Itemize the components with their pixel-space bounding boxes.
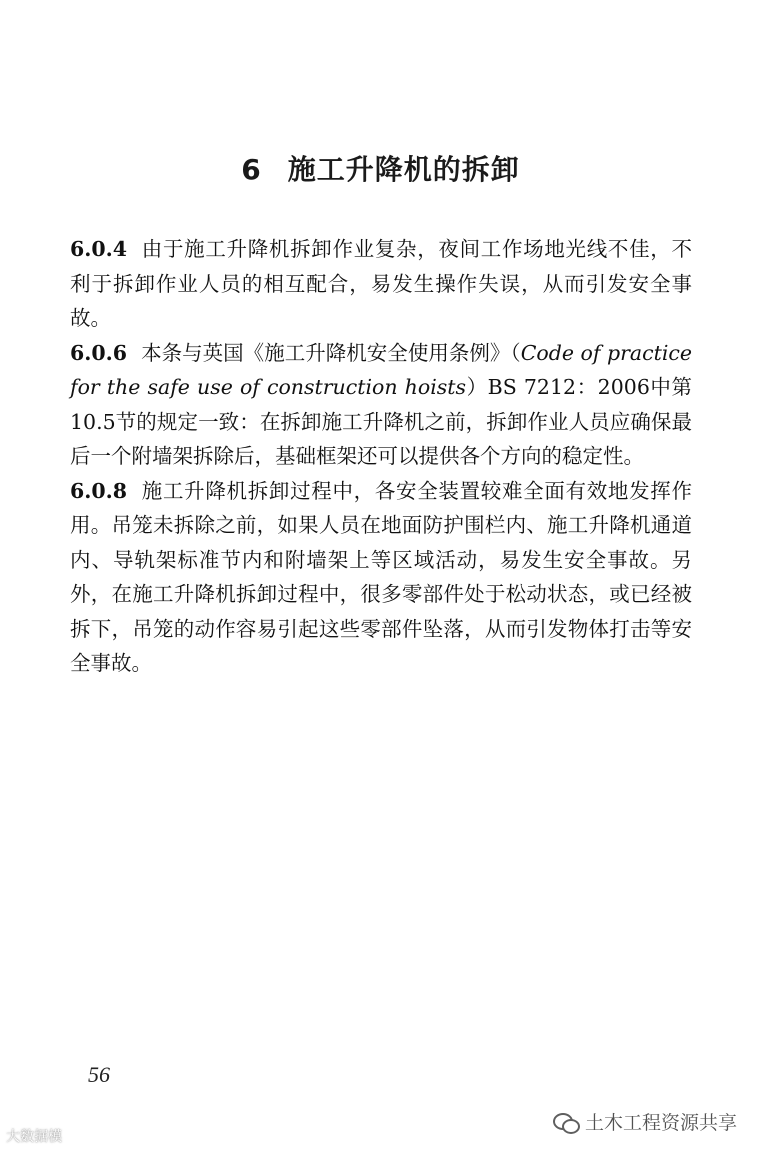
clause-text-italic-title: Code of practice for the safe use of construction hoists bbox=[70, 340, 693, 399]
clause-6-0-4 bbox=[70, 232, 692, 336]
clause-text: 由于施工升降机拆卸作业复杂，夜间工作场地光线不佳，不利于拆卸作业人员的相互配合，易发生操作失误，从而引发安全事故。 bbox=[70, 237, 692, 330]
clause-number: 6.0.6 bbox=[70, 340, 128, 365]
clause-6-0-8 bbox=[70, 474, 692, 681]
clause-text: 本条与英国《施工升降机安全使用条例》（ bbox=[141, 340, 521, 365]
watermark-right-text: 土木工程资源共享 bbox=[584, 1112, 737, 1134]
clause-number: 6.0.8 bbox=[70, 478, 128, 503]
watermark-right bbox=[553, 1108, 737, 1135]
watermark-left: 大数据模 bbox=[6, 1129, 62, 1145]
clause-text: ）BS 7212：2006中第10.5节的规定一致：在拆卸施工升降机之前，拆卸作业人员应确保最后一个附墙架拆除后，基础框架还可以提供各个方向的稳定性。 bbox=[70, 375, 692, 468]
chapter-title-text: 施工升降机的拆卸 bbox=[287, 153, 520, 186]
page-number: 56 bbox=[88, 1062, 110, 1087]
clause-6-0-6 bbox=[70, 336, 692, 474]
wechat-icon bbox=[553, 1111, 579, 1133]
clause-number: 6.0.4 bbox=[70, 237, 128, 261]
chapter-number: 6 bbox=[241, 153, 262, 186]
body-text bbox=[70, 232, 692, 681]
chapter-title bbox=[0, 148, 761, 188]
clause-text: 施工升降机拆卸过程中，各安全装置较难全面有效地发挥作用。吊笼未拆除之前，如果人员在地面防护围栏内、施工升降机通道内、导轨架标准节内和附墙架上等区域活动，易发生安全事故。另外，在施工升降机拆卸过程中，很多零部件处于松动状态，或已经被拆下，吊笼的动作容易引起这些零部件坠落，从而引发物体打击等安全事故。 bbox=[70, 478, 692, 675]
